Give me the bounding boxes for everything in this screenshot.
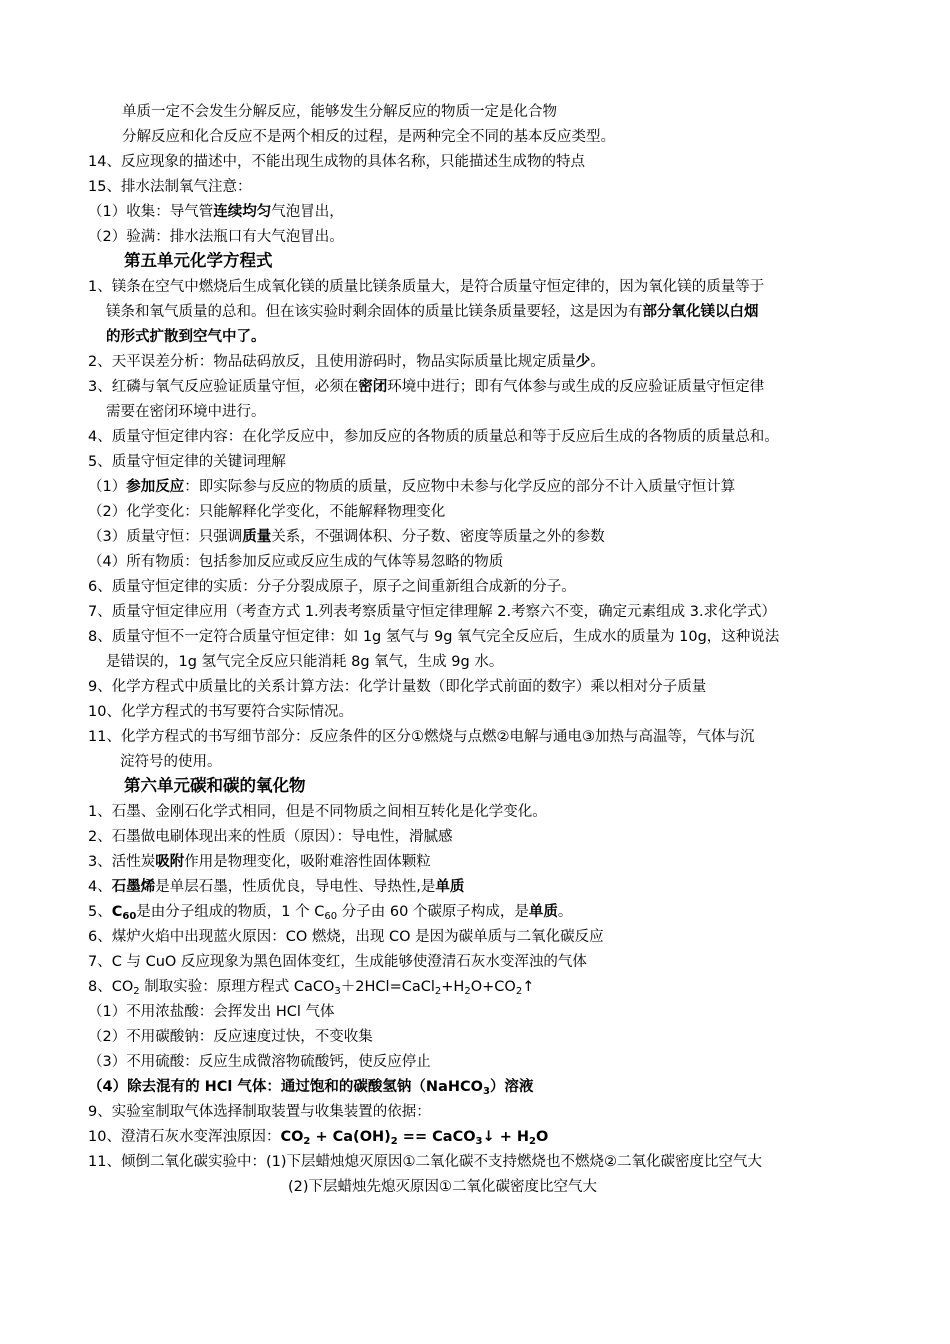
bold-text: CO — [280, 1129, 304, 1145]
bold-text: ↓ + H — [482, 1129, 530, 1145]
bold-text: 吸附 — [155, 854, 185, 870]
subscript — [529, 1136, 536, 1147]
text-line: 单质一定不会发生分解反应，能够发生分解反应的物质一定是化合物 — [122, 104, 557, 120]
text-line — [88, 976, 534, 998]
bold-text: 2 — [390, 1136, 398, 1147]
text-span: （3）质量守恒：只强调 — [88, 529, 243, 545]
bold-text: 3 — [475, 1136, 483, 1147]
bold-text: 部分氧化镁以白烟 — [642, 304, 759, 320]
text-span: 作用是物理变化，吸附难溶性固体颗粒 — [184, 854, 431, 870]
text-span: O+CO — [470, 979, 516, 995]
bold-text: 质量 — [242, 529, 272, 545]
text-span: 是由分子组成的物质，1 个 C — [136, 904, 325, 920]
subscript — [483, 1086, 490, 1097]
bold-text: 2 — [529, 1136, 537, 1147]
text-span: 是单层石墨，性质优良，导电性、导热性,是 — [155, 879, 436, 895]
text-line: 15、排水法制氧气注意： — [88, 179, 252, 195]
text-line: 11、倾倒二氧化碳实验中：(1)下层蜡烛熄灭原因①二氧化碳不支持燃烧也不燃烧②二氧化碳密度比空气大 — [88, 1154, 762, 1170]
text-span: 制取实验：原理方程式 CaCO — [139, 979, 335, 995]
text-line — [88, 1126, 548, 1148]
text-line: 1、镁条在空气中燃烧后生成氧化镁的质量比镁条质量大，是符合质量守恒定律的，因为氧化镁的质量等于 — [88, 279, 765, 295]
bold-text: 的形式扩散到空气中了。 — [106, 329, 266, 345]
text-line: 9、实验室制取气体选择制取装置与收集装置的依据： — [88, 1104, 431, 1120]
text-line: 分解反应和化合反应不是两个相反的过程，是两种完全不同的基本反应类型。 — [122, 129, 615, 145]
text-span: 3、红磷与氧气反应验证质量守恒，必须在 — [88, 379, 359, 395]
section-heading: 第五单元化学方程式 — [124, 251, 273, 270]
bold-text: O — [536, 1129, 549, 1145]
bold-text: 少 — [575, 354, 591, 370]
text-span: 5、 — [88, 904, 112, 920]
subscript — [391, 1136, 398, 1147]
subscript — [122, 911, 136, 922]
text-line: （2）化学变化：只能解释化学变化，不能解释物理变化 — [88, 504, 446, 520]
bold-text: 连续均匀 — [213, 204, 272, 220]
text-span: 。 — [557, 904, 573, 920]
subscript: 60 — [324, 911, 338, 922]
text-line — [106, 326, 266, 348]
subscript: 2 — [464, 986, 471, 997]
text-span: 10、澄清石灰水变浑浊原因： — [88, 1129, 281, 1145]
text-line — [88, 201, 344, 223]
bold-text: （4）除去混有的 HCl 气体：通过饱和的碳酸氢钠（NaHCO — [88, 1079, 483, 1095]
text-line — [88, 876, 464, 898]
text-line: 8、质量守恒不一定符合质量守恒定律：如 1g 氢气与 9g 氧气完全反应后，生成水的质量为 10g，这种说法 — [88, 629, 780, 645]
text-line — [88, 1076, 533, 1098]
bold-text: 单质 — [435, 879, 465, 895]
text-span: 环境中进行；即有气体参与或生成的反应验证质量守恒定律 — [387, 379, 765, 395]
text-span: 气泡冒出， — [271, 204, 344, 220]
text-line: 14、反应现象的描述中，不能出现生成物的具体名称，只能描述生成物的特点 — [88, 154, 585, 170]
text-line — [106, 301, 759, 323]
text-line: 7、质量守恒定律应用（考查方式 1.列表考察质量守恒定律理解 2.考察六不变，确定元素组成 3.求化学式） — [88, 604, 777, 620]
text-span: 2、天平误差分析：物品砝码放反，且使用游码时，物品实际质量比规定质量 — [88, 354, 576, 370]
text-span: +H — [441, 979, 465, 995]
bold-text: == CaCO — [397, 1129, 476, 1145]
text-line: （2）验满：排水法瓶口有大气泡冒出。 — [88, 229, 344, 245]
text-span: 3、活性炭 — [88, 854, 156, 870]
subscript: 2 — [434, 986, 442, 997]
bold-text: 2 — [303, 1136, 311, 1147]
text-span: 镁条和氧气质量的总和。但在该实验时剩余固体的质量比镁条质量要轻，这是因为有 — [106, 304, 643, 320]
text-line: 6、质量守恒定律的实质：分子分裂成原子，原子之间重新组合成新的分子。 — [88, 579, 576, 595]
text-line — [88, 526, 605, 548]
bold-text: 石墨烯 — [111, 879, 156, 895]
text-line: 9、化学方程式中质量比的关系计算方法：化学计量数（即化学式前面的数字）乘以相对分子质量 — [88, 679, 707, 695]
bold-text: 单质 — [528, 904, 558, 920]
text-span: 关系，不强调体积、分子数、密度等质量之外的参数 — [271, 529, 605, 545]
subscript: 2 — [515, 986, 523, 997]
text-line — [88, 476, 735, 498]
text-line: （1）不用浓盐酸：会挥发出 HCl 气体 — [88, 1004, 335, 1020]
text-line: 6、煤炉火焰中出现蓝火原因：CO 燃烧，出现 CO 是因为碳单质与二氧化碳反应 — [88, 929, 604, 945]
text-line: 10、化学方程式的书写要符合实际情况。 — [88, 704, 353, 720]
text-span: ：即实际参与反应的物质的质量，反应物中未参与化学反应的部分不计入质量守恒计算 — [184, 479, 736, 495]
text-span: 8、CO — [88, 979, 134, 995]
text-line — [88, 376, 764, 398]
bold-text: ）溶液 — [489, 1079, 534, 1095]
text-line: 淀符号的使用。 — [120, 754, 222, 770]
text-span: 4、 — [88, 879, 112, 895]
bold-text: 参加反应 — [126, 479, 185, 495]
bold-text: 3 — [482, 1086, 490, 1097]
text-line: （4）所有物质：包括参加反应或反应生成的气体等易忽略的物质 — [88, 554, 504, 570]
bold-text: C — [111, 904, 123, 920]
text-span: （1）收集：导气管 — [88, 204, 214, 220]
text-line — [88, 901, 572, 923]
bold-text: + Ca(OH) — [310, 1129, 391, 1145]
text-line: （2）不用碳酸钠：反应速度过快，不变收集 — [88, 1029, 373, 1045]
text-line — [88, 351, 605, 373]
text-line — [88, 851, 431, 873]
text-line: (2)下层蜡烛先熄灭原因①二氧化碳密度比空气大 — [288, 1179, 598, 1195]
subscript — [476, 1136, 483, 1147]
section-heading: 第六单元碳和碳的氧化物 — [124, 776, 306, 795]
text-line: 5、质量守恒定律的关键词理解 — [88, 454, 286, 470]
text-line: 需要在密闭环境中进行。 — [106, 404, 266, 420]
text-span: ↑ — [522, 979, 535, 995]
subscript: 3 — [334, 986, 341, 997]
text-line: 7、C 与 CuO 反应现象为黑色固体变红，生成能够使澄清石灰水变浑浊的气体 — [88, 954, 587, 970]
subscript: 2 — [133, 986, 140, 997]
text-line: 是错误的，1g 氢气完全反应只能消耗 8g 氧气，生成 9g 水。 — [106, 654, 504, 670]
bold-text: 60 — [122, 911, 137, 922]
text-line: 2、石墨做电刷体现出来的性质（原因）：导电性，滑腻感 — [88, 829, 453, 845]
text-line: 4、质量守恒定律内容：在化学反应中，参加反应的各物质的质量总和等于反应后生成的各物质的质量总和。 — [88, 429, 779, 445]
text-line: （3）不用硫酸：反应生成微溶物硫酸钙，使反应停止 — [88, 1054, 431, 1070]
text-line: 1、石墨、金刚石化学式相同，但是不同物质之间相互转化是化学变化。 — [88, 804, 547, 820]
text-span: ＋2HCl=CaCl — [340, 979, 435, 995]
text-span: （1） — [88, 479, 127, 495]
bold-text: 密闭 — [358, 379, 388, 395]
text-span: 分子由 60 个碳原子构成，是 — [337, 904, 529, 920]
text-line: 11、化学方程式的书写细节部分：反应条件的区分①燃烧与点燃②电解与通电③加热与高温等，气体与沉 — [88, 729, 755, 745]
text-span: 。 — [590, 354, 605, 370]
